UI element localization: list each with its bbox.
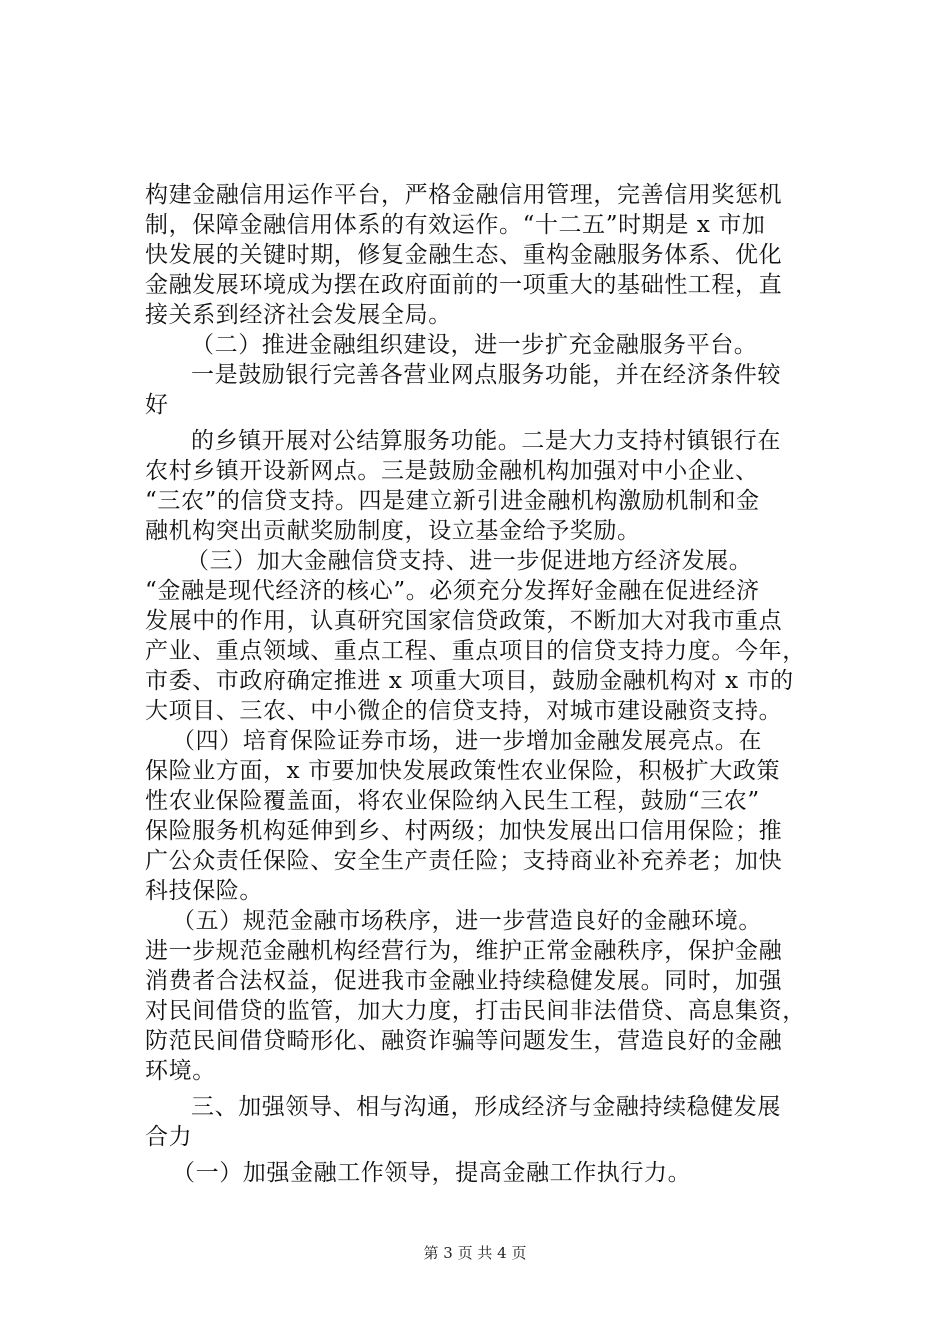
text-line: 制，保障金融信用体系的有效运作。“十二五”时期是 x 市加 [145,212,766,238]
section-heading: （三）加大金融信贷支持、进一步促进地方经济发展。 [186,548,753,574]
text-line: “金融是现代经济的核心”。必须充分发挥好金融在促进经济 [145,578,760,604]
section-heading: （一）加强金融工作领导，提高金融工作执行力。 [172,1160,692,1186]
text-line: 进一步规范金融机构经营行为，维护正常金融秩序，保护金融 [145,938,783,964]
text-line: 融机构突出贡献奖励制度，设立基金给予奖励。 [145,518,641,544]
section-heading: （二）推进金融组织建设，进一步扩充金融服务平台。 [191,332,758,358]
text-line: 保险业方面，x 市要加快发展政策性农业保险，积极扩大政策 [145,758,781,784]
text-line: 防范民间借贷畸形化、融资诈骗等问题发生，营造良好的金融 [145,1028,783,1054]
text-line: “三农”的信贷支持。四是建立新引进金融机构激励机制和金 [145,488,760,514]
section-heading: （四）培育保险证券市场，进一步增加金融发展亮点。在 [172,728,762,754]
text-line: 金融发展环境成为摆在政府面前的一项重大的基础性工程，直 [145,272,783,298]
text-line: 科技保险。 [145,878,263,904]
text-line: 消费者合法权益，促进我市金融业持续稳健发展。同时，加强 [145,968,783,994]
text-line: 农村乡镇开设新网点。三是鼓励金融机构加强对中小企业、 [145,458,759,484]
text-line: 产业、重点领域、重点工程、重点项目的信贷支持力度。今年， [145,638,806,664]
text-line: 大项目、三农、中小微企的信贷支持，对城市建设融资支持。 [145,698,783,724]
text-line: 的乡镇开展对公结算服务功能。二是大力支持村镇银行在 [191,428,781,454]
chapter-heading: 三、加强领导、相与沟通，形成经济与金融持续稳健发展 [191,1094,781,1120]
text-line: 对民间借贷的监管，加大力度，打击民间非法借贷、高息集资， [145,998,806,1024]
text-line: 市委、市政府确定推进 x 项重大项目，鼓励金融机构对 x 市的 [145,668,794,694]
text-line: 性农业保险覆盖面，将农业保险纳入民生工程，鼓励“三农” [145,788,760,814]
page-number-footer: 第 3 页 共 4 页 [423,1244,527,1262]
text-line: 快发展的关键时期，修复金融生态、重构金融服务体系、优化 [145,242,783,268]
text-line: 环境。 [145,1058,216,1084]
text-line: 合力 [145,1124,193,1150]
text-line: 构建金融信用运作平台，严格金融信用管理，完善信用奖惩机 [145,182,783,208]
text-line: 保险服务机构延伸到乡、村两级；加快发展出口信用保险；推 [145,818,783,844]
text-line: 发展中的作用，认真研究国家信贷政策，不断加大对我市重点 [145,608,783,634]
text-line: 一是鼓励银行完善各营业网点服务功能，并在经济条件较 [191,362,781,388]
text-line: 好 [145,392,169,418]
text-line: 接关系到经济社会发展全局。 [145,302,452,328]
text-line: 广公众责任保险、安全生产责任险；支持商业补充养老；加快 [145,848,783,874]
section-heading: （五）规范金融市场秩序，进一步营造良好的金融环境。 [172,908,762,934]
